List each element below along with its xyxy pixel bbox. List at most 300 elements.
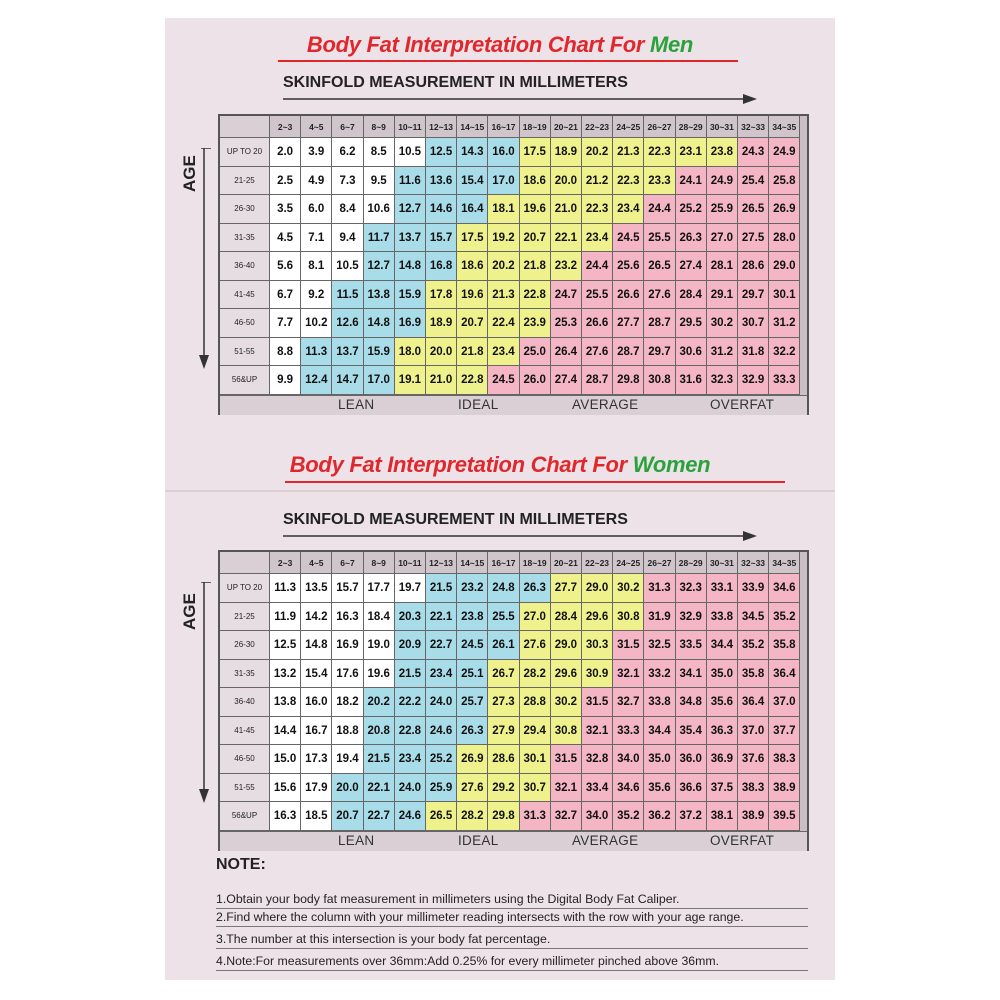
table-cell: 29.1 <box>707 281 738 310</box>
note-title: NOTE: <box>216 856 266 873</box>
table-cell: 20.2 <box>488 252 519 281</box>
table-cell: 27.0 <box>707 224 738 253</box>
table-cell: 34.0 <box>582 802 613 831</box>
table-cell: 29.5 <box>676 309 707 338</box>
table-cell: 33.2 <box>644 660 675 689</box>
table-cell: 23.8 <box>707 138 738 167</box>
table-cell: 28.8 <box>520 688 551 717</box>
age-row-header: 56&UP <box>220 366 270 395</box>
table-corner <box>220 552 270 574</box>
table-cell: 23.4 <box>395 745 426 774</box>
table-cell: 17.9 <box>301 774 332 803</box>
table-cell: 18.1 <box>488 195 519 224</box>
table-cell: 30.8 <box>644 366 675 395</box>
table-cell: 37.0 <box>769 688 800 717</box>
table-cell: 34.4 <box>707 631 738 660</box>
table-cell: 11.7 <box>364 224 395 253</box>
table-cell: 30.2 <box>551 688 582 717</box>
table-cell: 20.0 <box>426 338 457 367</box>
table-cell: 22.8 <box>520 281 551 310</box>
women-arrow-down-icon <box>197 582 211 804</box>
table-cell: 25.4 <box>738 167 769 196</box>
note-line-1: 1.Obtain your body fat measurement in millimeters using the Digital Body Fat Caliper. <box>216 892 680 906</box>
table-cell: 30.7 <box>738 309 769 338</box>
table-cell: 14.8 <box>395 252 426 281</box>
column-header: 16~17 <box>488 116 519 138</box>
table-cell: 22.8 <box>395 717 426 746</box>
table-cell: 34.8 <box>676 688 707 717</box>
men-age-label: AGE <box>180 155 199 192</box>
category-label-lean: LEAN <box>338 832 375 848</box>
table-cell: 11.3 <box>270 574 301 603</box>
table-cell: 16.8 <box>426 252 457 281</box>
table-cell: 12.4 <box>301 366 332 395</box>
column-header: 20~21 <box>551 116 582 138</box>
table-cell: 19.6 <box>364 660 395 689</box>
table-cell: 24.3 <box>738 138 769 167</box>
column-header: 2~3 <box>270 116 301 138</box>
women-arrow-right-icon <box>283 529 758 543</box>
table-cell: 26.5 <box>426 802 457 831</box>
table-cell: 21.0 <box>551 195 582 224</box>
table-cell: 26.9 <box>769 195 800 224</box>
table-cell: 31.5 <box>613 631 644 660</box>
column-header: 14~15 <box>457 552 488 574</box>
table-cell: 14.4 <box>270 717 301 746</box>
table-cell: 16.9 <box>395 309 426 338</box>
column-header: 6~7 <box>332 552 363 574</box>
table-cell: 36.2 <box>644 802 675 831</box>
table-cell: 13.8 <box>270 688 301 717</box>
table-cell: 32.7 <box>551 802 582 831</box>
category-label-average: AVERAGE <box>572 832 639 848</box>
table-cell: 17.7 <box>364 574 395 603</box>
table-cell: 11.6 <box>395 167 426 196</box>
table-cell: 31.3 <box>520 802 551 831</box>
table-cell: 13.6 <box>426 167 457 196</box>
table-cell: 32.2 <box>769 338 800 367</box>
table-cell: 26.4 <box>551 338 582 367</box>
table-cell: 15.9 <box>364 338 395 367</box>
table-cell: 14.2 <box>301 603 332 632</box>
column-header: 30~31 <box>707 116 738 138</box>
table-cell: 27.7 <box>551 574 582 603</box>
table-cell: 20.7 <box>520 224 551 253</box>
table-cell: 22.3 <box>613 167 644 196</box>
table-cell: 7.1 <box>301 224 332 253</box>
table-cell: 29.0 <box>551 631 582 660</box>
table-cell: 18.4 <box>364 603 395 632</box>
table-cell: 30.2 <box>613 574 644 603</box>
table-cell: 25.9 <box>426 774 457 803</box>
table-cell: 10.2 <box>301 309 332 338</box>
table-cell: 29.7 <box>644 338 675 367</box>
age-row-header: 21-25 <box>220 167 270 196</box>
table-cell: 10.6 <box>364 195 395 224</box>
table-cell: 33.8 <box>707 603 738 632</box>
table-cell: 10.5 <box>332 252 363 281</box>
table-cell: 16.0 <box>488 138 519 167</box>
table-cell: 25.0 <box>520 338 551 367</box>
table-cell: 7.7 <box>270 309 301 338</box>
table-cell: 32.9 <box>738 366 769 395</box>
table-cell: 25.3 <box>551 309 582 338</box>
table-cell: 20.3 <box>395 603 426 632</box>
table-cell: 2.0 <box>270 138 301 167</box>
men-arrow-down-icon <box>197 148 211 370</box>
table-cell: 25.9 <box>707 195 738 224</box>
table-cell: 19.6 <box>457 281 488 310</box>
table-cell: 33.3 <box>613 717 644 746</box>
table-cell: 12.7 <box>395 195 426 224</box>
column-header: 8~9 <box>364 116 395 138</box>
table-cell: 31.8 <box>738 338 769 367</box>
column-header: 34~35 <box>769 552 800 574</box>
table-cell: 35.2 <box>613 802 644 831</box>
table-cell: 23.4 <box>426 660 457 689</box>
table-cell: 30.8 <box>551 717 582 746</box>
table-cell: 22.1 <box>551 224 582 253</box>
table-cell: 26.9 <box>457 745 488 774</box>
men-chart-title <box>0 32 1000 58</box>
category-label-overfat: OVERFAT <box>710 396 775 412</box>
column-header: 22~23 <box>582 116 613 138</box>
column-header: 12~13 <box>426 552 457 574</box>
table-cell: 18.9 <box>426 309 457 338</box>
table-cell: 25.5 <box>582 281 613 310</box>
table-cell: 15.7 <box>332 574 363 603</box>
table-cell: 14.8 <box>364 309 395 338</box>
column-header: 16~17 <box>488 552 519 574</box>
table-cell: 25.1 <box>457 660 488 689</box>
table-cell: 32.9 <box>676 603 707 632</box>
table-cell: 23.4 <box>488 338 519 367</box>
table-cell: 37.0 <box>738 717 769 746</box>
table-cell: 21.5 <box>364 745 395 774</box>
table-cell: 30.9 <box>582 660 613 689</box>
table-cell: 23.2 <box>551 252 582 281</box>
table-cell: 22.1 <box>426 603 457 632</box>
table-cell: 17.0 <box>488 167 519 196</box>
table-cell: 37.6 <box>738 745 769 774</box>
table-cell: 21.0 <box>426 366 457 395</box>
table-cell: 35.6 <box>707 688 738 717</box>
table-cell: 29.7 <box>738 281 769 310</box>
table-cell: 32.3 <box>676 574 707 603</box>
table-cell: 21.8 <box>520 252 551 281</box>
table-cell: 12.5 <box>426 138 457 167</box>
table-cell: 18.0 <box>395 338 426 367</box>
table-cell: 27.4 <box>551 366 582 395</box>
table-cell: 24.7 <box>551 281 582 310</box>
table-cell: 28.1 <box>707 252 738 281</box>
age-row-header: 36-40 <box>220 688 270 717</box>
table-cell: 34.5 <box>738 603 769 632</box>
age-row-header: 36-40 <box>220 252 270 281</box>
table-cell: 28.2 <box>457 802 488 831</box>
table-cell: 38.3 <box>769 745 800 774</box>
table-cell: 34.4 <box>644 717 675 746</box>
table-cell: 17.0 <box>364 366 395 395</box>
table-cell: 36.0 <box>676 745 707 774</box>
age-row-header: 51-55 <box>220 774 270 803</box>
table-cell: 25.2 <box>426 745 457 774</box>
table-cell: 29.4 <box>520 717 551 746</box>
table-cell: 24.4 <box>644 195 675 224</box>
table-cell: 23.4 <box>613 195 644 224</box>
table-cell: 22.1 <box>364 774 395 803</box>
table-cell: 29.8 <box>488 802 519 831</box>
table-cell: 11.5 <box>332 281 363 310</box>
age-row-header: 41-45 <box>220 717 270 746</box>
table-cell: 30.1 <box>769 281 800 310</box>
age-row-header: 56&UP <box>220 802 270 831</box>
note-rule <box>216 908 808 909</box>
table-cell: 24.6 <box>426 717 457 746</box>
column-header: 14~15 <box>457 116 488 138</box>
table-cell: 30.8 <box>613 603 644 632</box>
column-header: 10~11 <box>395 116 426 138</box>
table-cell: 34.6 <box>769 574 800 603</box>
table-cell: 8.5 <box>364 138 395 167</box>
men-axis-label: SKINFOLD MEASUREMENT IN MILLIMETERS <box>283 74 628 91</box>
table-cell: 38.9 <box>738 802 769 831</box>
table-cell: 28.6 <box>738 252 769 281</box>
age-row-header: 31-35 <box>220 224 270 253</box>
table-cell: 26.3 <box>457 717 488 746</box>
table-cell: 20.7 <box>332 802 363 831</box>
table-cell: 14.7 <box>332 366 363 395</box>
table-cell: 21.3 <box>488 281 519 310</box>
table-cell: 24.0 <box>426 688 457 717</box>
table-cell: 27.6 <box>582 338 613 367</box>
note-line-4: 4.Note:For measurements over 36mm:Add 0.25% for every millimeter pinched above 36mm. <box>216 954 720 968</box>
table-cell: 6.2 <box>332 138 363 167</box>
table-cell: 17.8 <box>426 281 457 310</box>
age-row-header: 51-55 <box>220 338 270 367</box>
table-cell: 26.5 <box>738 195 769 224</box>
table-cell: 37.5 <box>707 774 738 803</box>
table-cell: 31.9 <box>644 603 675 632</box>
table-cell: 36.4 <box>769 660 800 689</box>
table-cell: 29.0 <box>582 574 613 603</box>
table-cell: 8.4 <box>332 195 363 224</box>
table-cell: 13.5 <box>301 574 332 603</box>
table-cell: 9.5 <box>364 167 395 196</box>
table-cell: 23.9 <box>520 309 551 338</box>
table-cell: 16.4 <box>457 195 488 224</box>
table-cell: 13.7 <box>395 224 426 253</box>
table-cell: 18.8 <box>332 717 363 746</box>
table-cell: 28.4 <box>676 281 707 310</box>
table-cell: 21.2 <box>582 167 613 196</box>
table-cell: 15.4 <box>457 167 488 196</box>
table-cell: 10.5 <box>395 138 426 167</box>
table-cell: 32.8 <box>582 745 613 774</box>
table-cell: 37.7 <box>769 717 800 746</box>
table-cell: 19.1 <box>395 366 426 395</box>
table-cell: 38.9 <box>769 774 800 803</box>
table-cell: 25.6 <box>613 252 644 281</box>
men-title-prefix: Body Fat Interpretation Chart For <box>306 32 650 57</box>
table-cell: 32.7 <box>613 688 644 717</box>
table-cell: 35.2 <box>769 603 800 632</box>
table-cell: 9.2 <box>301 281 332 310</box>
table-cell: 22.8 <box>457 366 488 395</box>
table-cell: 21.5 <box>426 574 457 603</box>
table-cell: 29.8 <box>613 366 644 395</box>
table-cell: 6.7 <box>270 281 301 310</box>
column-header: 6~7 <box>332 116 363 138</box>
table-cell: 3.9 <box>301 138 332 167</box>
table-cell: 19.7 <box>395 574 426 603</box>
table-cell: 17.5 <box>457 224 488 253</box>
table-cell: 22.7 <box>426 631 457 660</box>
table-cell: 15.6 <box>270 774 301 803</box>
table-cell: 3.5 <box>270 195 301 224</box>
table-cell: 25.7 <box>457 688 488 717</box>
table-cell: 37.2 <box>676 802 707 831</box>
table-cell: 29.6 <box>582 603 613 632</box>
column-header: 28~29 <box>676 116 707 138</box>
table-cell: 14.8 <box>301 631 332 660</box>
table-cell: 39.5 <box>769 802 800 831</box>
table-cell: 38.1 <box>707 802 738 831</box>
table-cell: 35.0 <box>644 745 675 774</box>
table-cell: 25.8 <box>769 167 800 196</box>
table-cell: 24.5 <box>457 631 488 660</box>
table-cell: 19.4 <box>332 745 363 774</box>
table-cell: 29.6 <box>551 660 582 689</box>
table-cell: 22.3 <box>582 195 613 224</box>
table-cell: 9.4 <box>332 224 363 253</box>
column-header: 30~31 <box>707 552 738 574</box>
men-arrow-right-icon <box>283 92 758 106</box>
women-age-label: AGE <box>180 593 199 630</box>
men-title-underline <box>278 60 738 62</box>
column-header: 22~23 <box>582 552 613 574</box>
table-cell: 23.4 <box>582 224 613 253</box>
women-title-underline <box>285 481 785 483</box>
table-cell: 21.8 <box>457 338 488 367</box>
table-cell: 11.3 <box>301 338 332 367</box>
table-cell: 27.3 <box>488 688 519 717</box>
table-cell: 24.0 <box>395 774 426 803</box>
table-cell: 16.3 <box>332 603 363 632</box>
table-cell: 24.8 <box>488 574 519 603</box>
table-cell: 29.2 <box>488 774 519 803</box>
table-cell: 34.6 <box>613 774 644 803</box>
table-cell: 27.6 <box>457 774 488 803</box>
table-corner <box>220 116 270 138</box>
table-cell: 25.5 <box>644 224 675 253</box>
table-cell: 20.0 <box>551 167 582 196</box>
category-label-lean: LEAN <box>338 396 375 412</box>
note-rule <box>216 948 808 949</box>
table-cell: 16.9 <box>332 631 363 660</box>
age-row-header: UP TO 20 <box>220 138 270 167</box>
column-header: 24~25 <box>613 116 644 138</box>
table-cell: 28.0 <box>769 224 800 253</box>
table-cell: 30.7 <box>520 774 551 803</box>
note-line-3: 3.The number at this intersection is your body fat percentage. <box>216 932 551 946</box>
age-row-header: 26-30 <box>220 195 270 224</box>
table-cell: 31.6 <box>676 366 707 395</box>
table-cell: 13.7 <box>332 338 363 367</box>
table-cell: 35.8 <box>738 660 769 689</box>
table-cell: 30.6 <box>676 338 707 367</box>
men-title-suffix: Men <box>649 32 694 57</box>
table-cell: 4.5 <box>270 224 301 253</box>
table-cell: 28.6 <box>488 745 519 774</box>
table-cell: 27.0 <box>520 603 551 632</box>
age-row-header: 46-50 <box>220 309 270 338</box>
table-cell: 30.3 <box>582 631 613 660</box>
table-cell: 13.2 <box>270 660 301 689</box>
table-cell: 5.6 <box>270 252 301 281</box>
table-cell: 31.2 <box>707 338 738 367</box>
table-cell: 13.8 <box>364 281 395 310</box>
table-cell: 35.8 <box>769 631 800 660</box>
table-cell: 31.3 <box>644 574 675 603</box>
table-cell: 16.0 <box>301 688 332 717</box>
table-cell: 9.9 <box>270 366 301 395</box>
table-cell: 35.2 <box>738 631 769 660</box>
table-cell: 18.5 <box>301 802 332 831</box>
table-cell: 14.3 <box>457 138 488 167</box>
table-cell: 32.1 <box>551 774 582 803</box>
table-cell: 20.2 <box>582 138 613 167</box>
table-cell: 35.0 <box>707 660 738 689</box>
column-header: 34~35 <box>769 116 800 138</box>
column-header: 28~29 <box>676 552 707 574</box>
table-cell: 23.1 <box>676 138 707 167</box>
table-cell: 15.0 <box>270 745 301 774</box>
table-cell: 32.5 <box>644 631 675 660</box>
table-cell: 22.7 <box>364 802 395 831</box>
table-cell: 16.3 <box>270 802 301 831</box>
table-cell: 24.5 <box>488 366 519 395</box>
table-cell: 31.2 <box>769 309 800 338</box>
note-line-2: 2.Find where the column with your millimeter reading intersects with the row with your age range. <box>216 910 744 924</box>
table-cell: 20.9 <box>395 631 426 660</box>
category-label-ideal: IDEAL <box>458 832 499 848</box>
table-cell: 19.2 <box>488 224 519 253</box>
table-cell: 15.4 <box>301 660 332 689</box>
table-cell: 33.9 <box>738 574 769 603</box>
table-cell: 16.7 <box>301 717 332 746</box>
table-cell: 7.3 <box>332 167 363 196</box>
table-cell: 22.2 <box>395 688 426 717</box>
table-cell: 17.5 <box>520 138 551 167</box>
table-cell: 27.6 <box>644 281 675 310</box>
column-header: 12~13 <box>426 116 457 138</box>
table-cell: 4.9 <box>301 167 332 196</box>
age-row-header: 21-25 <box>220 603 270 632</box>
column-header: 32~33 <box>738 552 769 574</box>
table-cell: 24.1 <box>676 167 707 196</box>
category-label-average: AVERAGE <box>572 396 639 412</box>
table-cell: 25.2 <box>676 195 707 224</box>
table-cell: 24.6 <box>395 802 426 831</box>
table-cell: 26.1 <box>488 631 519 660</box>
table-cell: 27.7 <box>613 309 644 338</box>
table-cell: 25.5 <box>488 603 519 632</box>
column-header: 4~5 <box>301 552 332 574</box>
age-row-header: 41-45 <box>220 281 270 310</box>
table-cell: 12.5 <box>270 631 301 660</box>
fold-line <box>165 490 835 492</box>
